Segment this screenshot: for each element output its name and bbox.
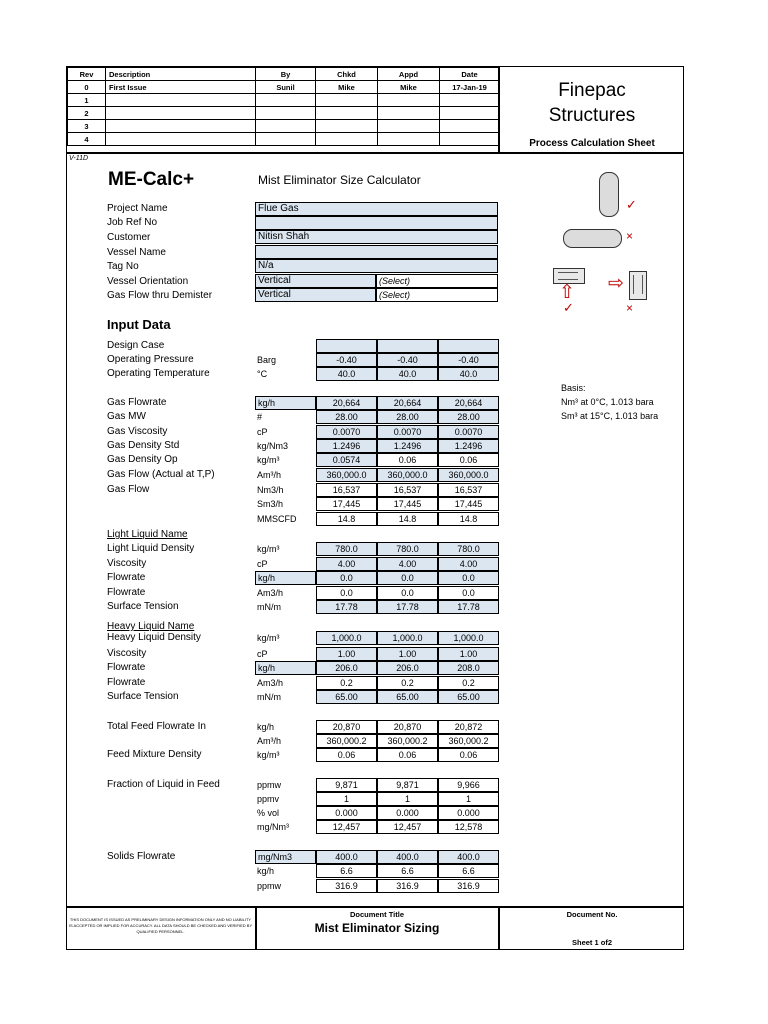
vessel-tag: V-11D <box>69 155 89 162</box>
appd-cell <box>378 94 440 107</box>
value-cell[interactable]: 780.0 <box>377 542 438 556</box>
basis-line1: Nm³ at 0°C, 1.013 bara <box>561 397 654 407</box>
row-unit: cP <box>257 559 268 569</box>
value-cell[interactable]: -0.40 <box>438 353 499 367</box>
unit-select[interactable]: mg/Nm3 <box>255 850 316 864</box>
rev-cell: 2 <box>68 107 106 120</box>
value-cell[interactable]: -0.40 <box>316 353 377 367</box>
row-label: Gas Density Std <box>107 440 180 451</box>
row-label: Heavy Liquid Name <box>107 621 195 632</box>
value-cell[interactable]: 28.00 <box>377 410 438 424</box>
row-unit: Am3/h <box>257 678 284 688</box>
value-cell[interactable]: 780.0 <box>316 542 377 556</box>
row-label: Total Feed Flowrate In <box>107 721 206 732</box>
value-cell[interactable]: 17.78 <box>438 600 499 614</box>
row-label: Solids Flowrate <box>107 851 176 862</box>
gas-flow-demister-hint: (Select) <box>376 288 498 302</box>
value-cell: 16,537 <box>377 483 438 497</box>
value-cell: 0.06 <box>316 748 377 762</box>
app-subtitle: Mist Eliminator Size Calculator <box>258 173 421 187</box>
row-label: Light Liquid Density <box>107 543 195 554</box>
arrow-up-icon: ⇧ <box>559 282 575 303</box>
cross-icon: × <box>626 301 634 315</box>
company-line1: Finepac <box>558 80 626 101</box>
value-cell: 316.9 <box>377 879 438 893</box>
value-cell[interactable]: 17.78 <box>316 600 377 614</box>
appd-cell <box>378 133 440 146</box>
row-unit: # <box>257 412 263 422</box>
value-cell: 6.6 <box>316 864 377 878</box>
row-label: Gas Flowrate <box>107 397 167 408</box>
value-cell: 14.8 <box>377 512 438 526</box>
project-name-field[interactable]: Flue Gas <box>255 202 498 216</box>
value-cell: 0.06 <box>377 748 438 762</box>
row-label: Design Case <box>107 340 165 351</box>
value-cell: 0.0 <box>438 586 499 600</box>
revision-header-row <box>68 68 500 81</box>
design-case-cell[interactable] <box>316 339 377 353</box>
row-unit: Am3/h <box>257 588 284 598</box>
value-cell: 0.2 <box>438 676 499 690</box>
vessel-orientation-select[interactable]: Vertical <box>255 274 376 288</box>
value-cell[interactable]: 206.0 <box>377 661 438 675</box>
value-cell[interactable]: 40.0 <box>316 367 377 381</box>
value-cell: 20,872 <box>438 720 499 734</box>
customer-field[interactable]: Nitisn Shah <box>255 230 498 244</box>
value-cell: 0.0 <box>316 586 377 600</box>
value-cell[interactable]: 780.0 <box>438 542 499 556</box>
check-icon: ✓ <box>626 197 637 212</box>
value-cell[interactable]: 0.0070 <box>377 425 438 439</box>
sheet-type: Process Calculation Sheet <box>529 138 655 149</box>
row-label: Operating Pressure <box>107 354 194 365</box>
value-cell: 9,871 <box>316 778 377 792</box>
value-cell: 14.8 <box>438 512 499 526</box>
value-cell[interactable]: 28.00 <box>438 410 499 424</box>
row-label: Viscosity <box>107 558 147 569</box>
row-unit: ppmv <box>257 794 280 804</box>
value-cell[interactable]: 206.0 <box>316 661 377 675</box>
value-cell: 1 <box>438 792 499 806</box>
value-cell: 17,445 <box>438 497 499 511</box>
value-cell[interactable]: 1.00 <box>316 647 377 661</box>
appd-cell: Mike <box>378 81 440 94</box>
check-icon: ✓ <box>563 300 574 315</box>
row-unit: % vol <box>257 808 280 818</box>
row-label: Viscosity <box>107 648 147 659</box>
revision-row <box>68 120 500 133</box>
date-cell <box>440 120 500 133</box>
document-title-label: Document Title <box>349 910 405 919</box>
value-cell[interactable]: 4.00 <box>438 557 499 571</box>
value-cell[interactable]: 20,664 <box>316 396 377 410</box>
row-label: Flowrate <box>107 662 146 673</box>
value-cell[interactable]: 1,000.0 <box>377 631 438 645</box>
date-cell <box>440 107 500 120</box>
vessel-name-label: Vessel Name <box>107 247 166 258</box>
value-cell: 6.6 <box>438 864 499 878</box>
value-cell[interactable]: 0.0070 <box>316 425 377 439</box>
cross-icon: × <box>626 229 634 243</box>
arrow-right-icon: ⇨ <box>608 273 624 294</box>
value-cell[interactable]: 400.0 <box>316 850 377 864</box>
value-cell[interactable]: 360,000.0 <box>438 468 499 482</box>
value-cell: 16,537 <box>316 483 377 497</box>
value-cell[interactable]: 208.0 <box>438 661 499 675</box>
value-cell: 17,445 <box>377 497 438 511</box>
value-cell[interactable]: 0.0574 <box>316 453 377 467</box>
rev-cell: 4 <box>68 133 106 146</box>
row-unit: MMSCFD <box>257 514 297 524</box>
value-cell[interactable]: 28.00 <box>316 410 377 424</box>
row-label: Heavy Liquid Density <box>107 632 201 643</box>
value-cell[interactable]: 360,000.0 <box>377 468 438 482</box>
value-cell: 0.2 <box>377 676 438 690</box>
by-cell <box>256 107 316 120</box>
row-unit: cP <box>257 427 268 437</box>
description-cell <box>106 107 256 120</box>
row-unit: kg/h <box>257 722 275 732</box>
unit-select[interactable]: kg/h <box>255 396 316 410</box>
row-unit: °C <box>257 369 268 379</box>
revision-row <box>68 81 500 94</box>
row-unit: kg/m³ <box>257 455 280 465</box>
value-cell[interactable]: 40.0 <box>438 367 499 381</box>
date-header: Date <box>440 68 500 81</box>
chkd-cell <box>316 107 378 120</box>
row-unit: kg/Nm3 <box>257 441 289 451</box>
revision-row <box>68 107 500 120</box>
job-ref-field[interactable] <box>255 216 498 230</box>
row-unit: kg/m³ <box>257 750 280 760</box>
value-cell[interactable]: 1.2496 <box>316 439 377 453</box>
vessel-name-field[interactable] <box>255 245 498 259</box>
row-label: Operating Temperature <box>107 368 210 379</box>
value-cell: 360,000.2 <box>438 734 499 748</box>
row-unit: Am³/h <box>257 736 282 746</box>
gas-flow-demister-select[interactable]: Vertical <box>255 288 376 302</box>
disclaimer-text: THIS DOCUMENT IS ISSUED AS PRELIMINARY DESIGN INFORMATION ONLY AND NO LIABILITY IS ACCEPTED OR IMPLIED FOR ACCURACY. ALL DATA SHOULD BE CHECKED AND VERIFIED BY QUALIFIED PERSONNEL. <box>68 917 253 934</box>
by-cell <box>256 133 316 146</box>
row-label: Surface Tension <box>107 691 179 702</box>
row-label: Surface Tension <box>107 601 179 612</box>
value-cell: 0.000 <box>316 806 377 820</box>
rev-cell: 3 <box>68 120 106 133</box>
value-cell: 360,000.2 <box>377 734 438 748</box>
chkd-cell: Mike <box>316 81 378 94</box>
row-unit: Barg <box>257 355 277 365</box>
value-cell: 0.2 <box>316 676 377 690</box>
unit-select[interactable]: kg/h <box>255 571 316 585</box>
vessel-orientation-hint: (Select) <box>376 274 498 288</box>
description-cell: First Issue <box>106 81 256 94</box>
value-cell[interactable]: 1.00 <box>438 647 499 661</box>
value-cell[interactable]: 1.2496 <box>377 439 438 453</box>
by-cell <box>256 94 316 107</box>
row-label: Flowrate <box>107 572 146 583</box>
row-unit: kg/h <box>257 866 275 876</box>
value-cell[interactable]: 65.00 <box>438 690 499 704</box>
revision-table <box>67 67 500 146</box>
appd-cell <box>378 120 440 133</box>
value-cell[interactable]: 20,664 <box>438 396 499 410</box>
app-logo: ME-Calc+ <box>108 169 195 190</box>
value-cell: 0.000 <box>438 806 499 820</box>
unit-select[interactable]: kg/h <box>255 661 316 675</box>
description-cell <box>106 133 256 146</box>
row-label: Fraction of Liquid in Feed <box>107 779 220 790</box>
appd-cell <box>378 107 440 120</box>
design-case-cell[interactable] <box>438 339 499 353</box>
date-cell: 17-Jan-19 <box>440 81 500 94</box>
revision-row <box>68 94 500 107</box>
value-cell: 12,578 <box>438 820 499 834</box>
value-cell: 12,457 <box>377 820 438 834</box>
value-cell: 316.9 <box>316 879 377 893</box>
value-cell[interactable]: 65.00 <box>377 690 438 704</box>
value-cell: 1 <box>377 792 438 806</box>
value-cell: 0.06 <box>438 748 499 762</box>
tag-no-label: Tag No <box>107 261 139 272</box>
row-label: Flowrate <box>107 587 146 598</box>
revision-row <box>68 133 500 146</box>
description-cell <box>106 120 256 133</box>
value-cell: 14.8 <box>316 512 377 526</box>
horizontal-flow-demister-icon <box>629 271 647 300</box>
vertical-vessel-icon <box>599 172 619 217</box>
gas-flow-demister-label: Gas Flow thru Demister <box>107 290 213 301</box>
description-header: Description <box>106 68 256 81</box>
value-cell[interactable]: 40.0 <box>377 367 438 381</box>
description-cell <box>106 94 256 107</box>
value-cell: 9,966 <box>438 778 499 792</box>
value-cell: 360,000.2 <box>316 734 377 748</box>
rev-cell: 0 <box>68 81 106 94</box>
value-cell: 9,871 <box>377 778 438 792</box>
date-cell <box>440 94 500 107</box>
value-cell[interactable]: 4.00 <box>377 557 438 571</box>
row-unit: cP <box>257 649 268 659</box>
value-cell: 20,870 <box>316 720 377 734</box>
row-label: Gas MW <box>107 411 146 422</box>
basis-line2: Sm³ at 15°C, 1.013 bara <box>561 411 659 421</box>
row-unit: Nm3/h <box>257 485 284 495</box>
row-unit: ppmw <box>257 881 282 891</box>
company-line2: Structures <box>548 105 636 126</box>
date-cell <box>440 133 500 146</box>
row-label: Flowrate <box>107 677 146 688</box>
value-cell: 20,870 <box>377 720 438 734</box>
value-cell[interactable]: 1.00 <box>377 647 438 661</box>
row-unit: ppmw <box>257 780 282 790</box>
tag-no-field[interactable]: N/a <box>255 259 498 273</box>
value-cell[interactable]: 0.0 <box>316 571 377 585</box>
value-cell: 0.06 <box>438 453 499 467</box>
input-data-heading: Input Data <box>107 317 171 332</box>
header-bottom-rule <box>66 152 684 154</box>
chkd-header: Chkd <box>316 68 378 81</box>
document-title: Mist Eliminator Sizing <box>314 921 440 935</box>
value-cell[interactable]: -0.40 <box>377 353 438 367</box>
value-cell[interactable]: 0.0 <box>438 571 499 585</box>
company-name <box>500 78 684 128</box>
customer-label: Customer <box>107 232 151 243</box>
basis-title: Basis: <box>561 383 586 393</box>
rev-header: Rev <box>68 68 106 81</box>
row-unit: Sm3/h <box>257 499 284 509</box>
job-ref-label: Job Ref No <box>107 217 158 228</box>
value-cell[interactable]: 360,000.0 <box>316 468 377 482</box>
value-cell[interactable]: 0.0070 <box>438 425 499 439</box>
row-label: Gas Flow (Actual at T,P) <box>107 469 215 480</box>
value-cell: 16,537 <box>438 483 499 497</box>
design-case-cell[interactable] <box>377 339 438 353</box>
chkd-cell <box>316 133 378 146</box>
row-unit: kg/m³ <box>257 544 280 554</box>
value-cell[interactable]: 1,000.0 <box>316 631 377 645</box>
value-cell[interactable]: 400.0 <box>377 850 438 864</box>
row-label: Gas Viscosity <box>107 426 168 437</box>
value-cell[interactable]: 0.0 <box>377 571 438 585</box>
value-cell: 1 <box>316 792 377 806</box>
horizontal-vessel-icon <box>563 229 622 248</box>
row-unit: kg/m³ <box>257 633 280 643</box>
chkd-cell <box>316 120 378 133</box>
chkd-cell <box>316 94 378 107</box>
row-label: Feed Mixture Density <box>107 749 202 760</box>
row-unit: Am³/h <box>257 470 282 480</box>
by-header: By <box>256 68 316 81</box>
row-unit: mN/m <box>257 602 281 612</box>
value-cell[interactable]: 1,000.0 <box>438 631 499 645</box>
value-cell[interactable]: 17.78 <box>377 600 438 614</box>
value-cell: 0.0 <box>377 586 438 600</box>
value-cell[interactable]: 4.00 <box>316 557 377 571</box>
value-cell[interactable]: 20,664 <box>377 396 438 410</box>
rev-cell: 1 <box>68 94 106 107</box>
footer-top-rule <box>66 906 684 908</box>
document-number-label: Document No. <box>566 910 618 919</box>
by-cell: Sunil <box>256 81 316 94</box>
by-cell <box>256 120 316 133</box>
project-name-label: Project Name <box>107 203 168 214</box>
row-label: Gas Flow <box>107 484 150 495</box>
value-cell: 6.6 <box>377 864 438 878</box>
value-cell: 0.000 <box>377 806 438 820</box>
value-cell: 12,457 <box>316 820 377 834</box>
appd-header: Appd <box>378 68 440 81</box>
sheet-number: Sheet 1 of2 <box>571 938 612 947</box>
row-unit: mN/m <box>257 692 281 702</box>
value-cell[interactable]: 400.0 <box>438 850 499 864</box>
value-cell[interactable]: 1.2496 <box>438 439 499 453</box>
vessel-orientation-label: Vessel Orientation <box>107 276 189 287</box>
value-cell: 0.06 <box>377 453 438 467</box>
row-label: Gas Density Op <box>107 454 178 465</box>
value-cell[interactable]: 65.00 <box>316 690 377 704</box>
value-cell: 17,445 <box>316 497 377 511</box>
value-cell: 316.9 <box>438 879 499 893</box>
row-unit: mg/Nm³ <box>257 822 289 832</box>
row-label: Light Liquid Name <box>107 529 188 540</box>
